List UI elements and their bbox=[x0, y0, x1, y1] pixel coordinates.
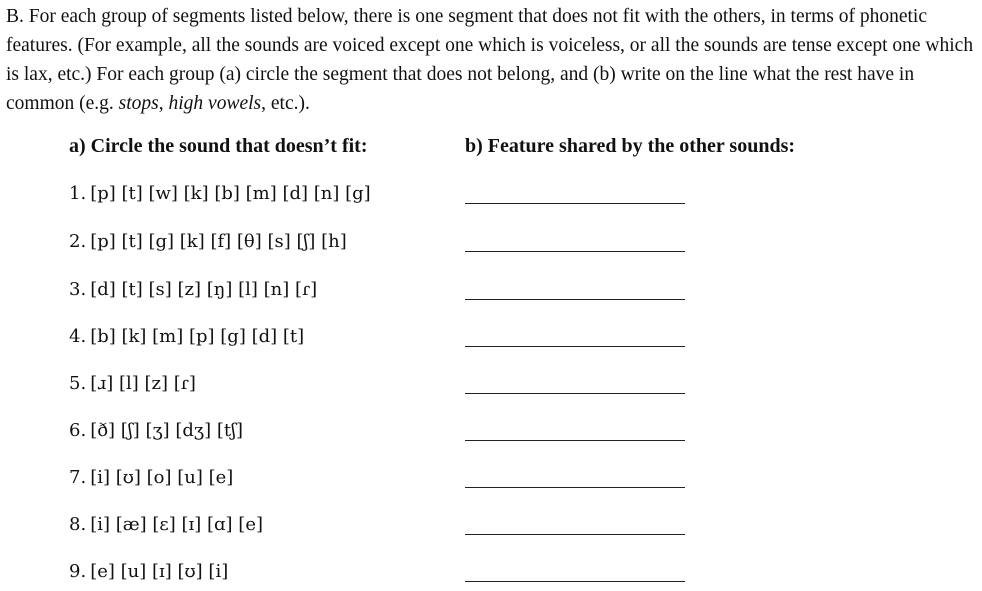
exercise-item-4 bbox=[69, 326, 769, 356]
segment-list: [b] [k] [m] [p] [g] [d] [t] bbox=[90, 326, 305, 347]
segment-group[interactable] bbox=[69, 373, 196, 394]
segment-group[interactable] bbox=[69, 561, 228, 582]
segment-list: [d] [t] [s] [z] [ŋ] [l] [n] [ɾ] bbox=[90, 279, 318, 300]
instructions bbox=[6, 2, 978, 118]
answer-line[interactable] bbox=[465, 440, 685, 441]
segment-group[interactable] bbox=[69, 231, 347, 252]
item-number: 2. bbox=[69, 231, 87, 252]
exercise-item-8 bbox=[69, 514, 769, 544]
answer-line[interactable] bbox=[465, 534, 685, 535]
item-number: 5. bbox=[69, 373, 87, 394]
segment-group[interactable] bbox=[69, 183, 371, 204]
exercise-item-1 bbox=[69, 183, 769, 213]
item-number: 6. bbox=[69, 420, 87, 441]
column-header-feature: b) Feature shared by the other sounds: bbox=[465, 135, 796, 157]
column-header-circle: a) Circle the sound that doesn’t fit: bbox=[69, 135, 368, 157]
answer-line[interactable] bbox=[465, 251, 685, 252]
item-number: 9. bbox=[69, 561, 87, 582]
answer-line[interactable] bbox=[465, 487, 685, 488]
segment-list: [i] [ʊ] [o] [u] [e] bbox=[90, 467, 234, 488]
segment-list: [e] [u] [ɪ] [ʊ] [i] bbox=[90, 561, 229, 582]
exercise-item-9 bbox=[69, 561, 769, 591]
instructions-end: , etc.). bbox=[261, 93, 310, 114]
segment-group[interactable] bbox=[69, 420, 243, 441]
segment-list: [ð] [ʃ] [ʒ] [dʒ] [tʃ] bbox=[90, 420, 243, 441]
item-number: 3. bbox=[69, 279, 87, 300]
exercise-item-6 bbox=[69, 420, 769, 450]
exercise-item-5 bbox=[69, 373, 769, 403]
exercise-item-2 bbox=[69, 231, 769, 261]
segment-list: [i] [æ] [ɛ] [ɪ] [ɑ] [e] bbox=[90, 514, 263, 535]
segment-list: [p] [t] [w] [k] [b] [m] [d] [n] [g] bbox=[90, 183, 371, 204]
answer-line[interactable] bbox=[465, 393, 685, 394]
segment-list: [ɹ] [l] [z] [ɾ] bbox=[90, 373, 196, 394]
answer-line[interactable] bbox=[465, 203, 685, 204]
example-high-vowels: high vowels bbox=[168, 93, 262, 114]
item-number: 1. bbox=[69, 183, 87, 204]
item-number: 7. bbox=[69, 467, 87, 488]
example-stops: stops bbox=[118, 93, 159, 114]
item-number: 4. bbox=[69, 326, 87, 347]
item-number: 8. bbox=[69, 514, 87, 535]
instructions-text: B. For each group of segments listed below, there is one segment that does not fit with the others, in terms of phonetic features. (For example, all the sounds are voiced except one which is voiceless, or all the sounds are tense except one which is lax, etc.) For each group (a) circle the segment that does not belong, and (b) write on the line what the rest have in common (e.g. bbox=[6, 6, 974, 114]
segment-list: [p] [t] [g] [k] [f] [θ] [s] [ʃ] [h] bbox=[90, 231, 347, 252]
segment-group[interactable] bbox=[69, 467, 233, 488]
example-separator: , bbox=[158, 93, 169, 114]
answer-line[interactable] bbox=[465, 346, 685, 347]
segment-group[interactable] bbox=[69, 279, 317, 300]
answer-line[interactable] bbox=[465, 581, 685, 582]
segment-group[interactable] bbox=[69, 514, 263, 535]
exercise-item-3 bbox=[69, 279, 769, 309]
segment-group[interactable] bbox=[69, 326, 304, 347]
answer-line[interactable] bbox=[465, 299, 685, 300]
exercise-item-7 bbox=[69, 467, 769, 497]
